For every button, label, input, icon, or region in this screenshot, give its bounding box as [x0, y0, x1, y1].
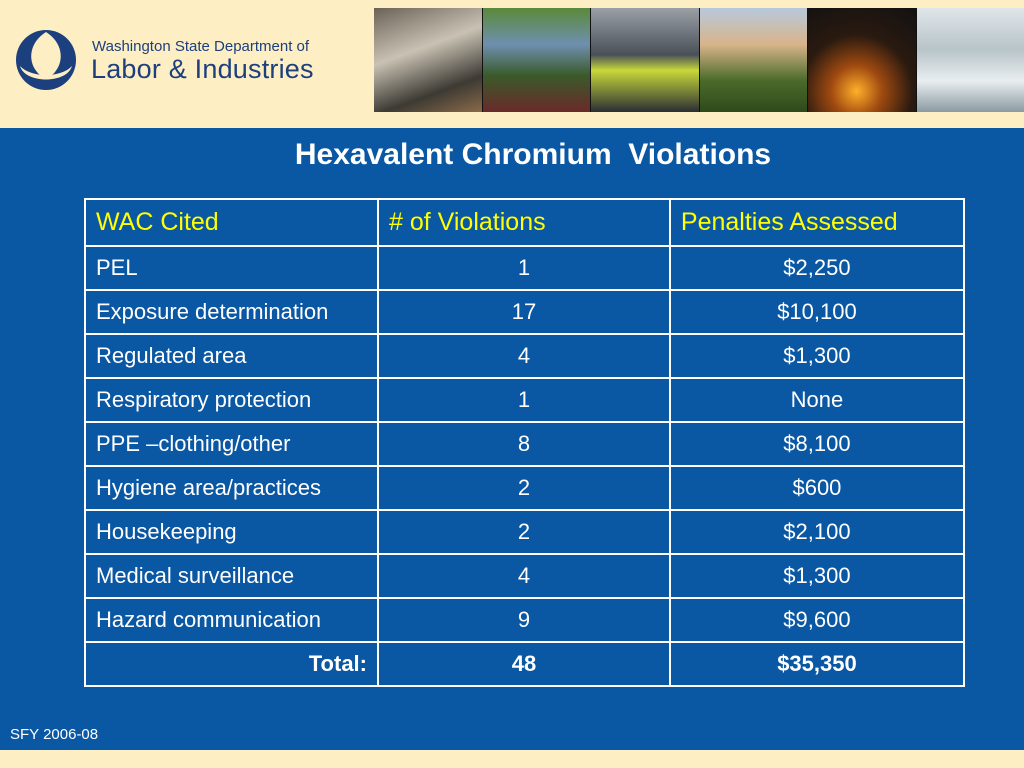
page-title: Hexavalent Chromium Violations	[294, 138, 772, 171]
table-row	[85, 290, 964, 334]
cell-violations: 1	[378, 378, 670, 422]
header-wac-cited: WAC Cited	[85, 199, 378, 246]
agency-name-line1: Washington State Department of	[92, 38, 310, 55]
photo-strip	[374, 8, 1024, 112]
table-total-row	[85, 642, 964, 686]
worker-grinding-photo	[374, 8, 483, 112]
violations-table	[84, 198, 965, 687]
table-header-row	[85, 199, 964, 246]
cell-violations: 2	[378, 466, 670, 510]
cell-penalties: $1,300	[670, 554, 964, 598]
safety-vest-worker-photo	[591, 8, 700, 112]
cell-violations: 2	[378, 510, 670, 554]
cell-penalties: $8,100	[670, 422, 964, 466]
total-penalties: $35,350	[670, 642, 964, 686]
bottom-strip	[0, 750, 1024, 768]
header-banner	[0, 0, 1024, 128]
header-penalties: Penalties Assessed	[670, 199, 964, 246]
total-label: Total:	[85, 642, 378, 686]
welder-photo	[808, 8, 917, 112]
cell-wac: PEL	[85, 246, 378, 290]
cell-wac: Housekeeping	[85, 510, 378, 554]
cell-wac: Hazard communication	[85, 598, 378, 642]
table-row	[85, 554, 964, 598]
cell-penalties: $2,250	[670, 246, 964, 290]
cell-penalties: None	[670, 378, 964, 422]
lab-worker-photo	[917, 8, 1024, 112]
cell-penalties: $2,100	[670, 510, 964, 554]
cell-violations: 4	[378, 334, 670, 378]
cell-wac: Medical surveillance	[85, 554, 378, 598]
cell-wac: Respiratory protection	[85, 378, 378, 422]
table-row	[85, 598, 964, 642]
header-num-violations: # of Violations	[378, 199, 670, 246]
field-workers-photo	[700, 8, 809, 112]
cell-wac: PPE –clothing/other	[85, 422, 378, 466]
cell-penalties: $600	[670, 466, 964, 510]
fiscal-year-label: SFY 2006-08	[10, 726, 99, 743]
cell-violations: 17	[378, 290, 670, 334]
total-violations: 48	[378, 642, 670, 686]
cell-wac: Hygiene area/practices	[85, 466, 378, 510]
cell-violations: 9	[378, 598, 670, 642]
cell-wac: Exposure determination	[85, 290, 378, 334]
agency-name-line2: Labor & Industries	[91, 54, 314, 84]
cell-penalties: $9,600	[670, 598, 964, 642]
table-row	[85, 422, 964, 466]
farm-worker-photo	[483, 8, 592, 112]
cell-wac: Regulated area	[85, 334, 378, 378]
agency-logo-icon	[15, 26, 77, 92]
table-row	[85, 378, 964, 422]
cell-penalties: $1,300	[670, 334, 964, 378]
table-row	[85, 510, 964, 554]
table-row	[85, 334, 964, 378]
table-row	[85, 466, 964, 510]
cell-violations: 1	[378, 246, 670, 290]
cell-violations: 8	[378, 422, 670, 466]
cell-penalties: $10,100	[670, 290, 964, 334]
table-row	[85, 246, 964, 290]
cell-violations: 4	[378, 554, 670, 598]
